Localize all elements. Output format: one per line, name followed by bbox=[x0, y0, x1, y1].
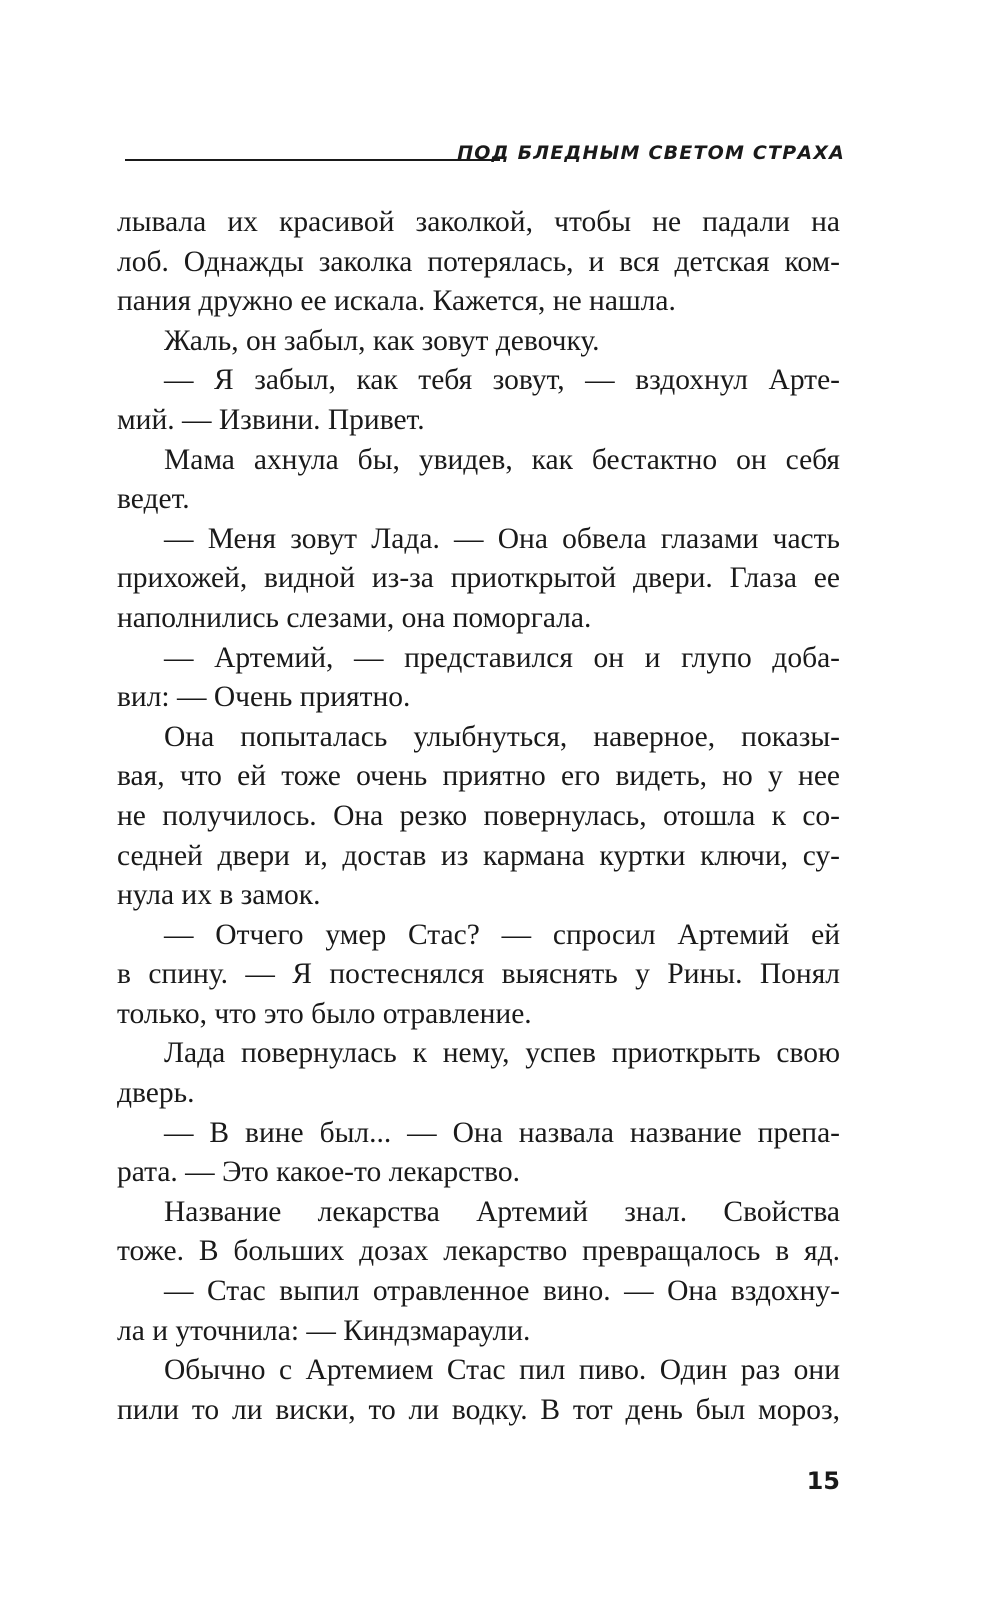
text-line: наполнились слезами, она поморгала. bbox=[117, 601, 592, 634]
text-line: Обычно с Артемием Стас пил пиво. Один раз они bbox=[164, 1354, 840, 1387]
text-line: ла и уточнила: — Киндзмараули. bbox=[117, 1314, 531, 1347]
running-title: ПОД БЛЕДНЫМ СВЕТОМ СТРАХА bbox=[457, 142, 845, 164]
text-line: не получилось. Она резко повернулась, отошла к со- bbox=[117, 799, 840, 832]
text-line: нула их в замок. bbox=[117, 879, 321, 912]
text-line: мий. — Извини. Привет. bbox=[117, 403, 425, 436]
page-number: 15 bbox=[806, 1467, 840, 1495]
text-line: дверь. bbox=[117, 1077, 195, 1110]
text-line: Название лекарства Артемий знал. Свойства bbox=[164, 1195, 840, 1228]
text-line: рата. — Это какое-то лекарство. bbox=[117, 1156, 521, 1189]
running-head bbox=[125, 138, 845, 168]
text-line: пания дружно ее искала. Кажется, не нашла. bbox=[117, 285, 676, 318]
text-line: прихожей, видной из-за приоткрытой двери. Глаза ее bbox=[117, 562, 840, 595]
header-rule bbox=[125, 159, 500, 161]
text-line: — В вине был... — Она назвала название препа- bbox=[164, 1116, 840, 1149]
text-line: — Отчего умер Стас? — спросил Артемий ей bbox=[164, 918, 840, 951]
text-line: ведет. bbox=[117, 483, 190, 516]
text-line: вая, что ей тоже очень приятно его видеть, но у нее bbox=[117, 760, 840, 793]
body-text bbox=[117, 203, 840, 1430]
text-line: Она попыталась улыбнуться, наверное, показы- bbox=[164, 720, 840, 753]
text-line: только, что это было отравление. bbox=[117, 997, 532, 1030]
text-line: — Я забыл, как тебя зовут, — вздохнул Арте- bbox=[164, 364, 840, 397]
text-line: Мама ахнула бы, увидев, как бестактно он себя bbox=[164, 443, 840, 476]
text-line: лывала их красивой заколкой, чтобы не падали на bbox=[117, 206, 840, 238]
text-line: вил: — Очень приятно. bbox=[117, 681, 411, 714]
text-line: — Стас выпил отравленное вино. — Она вздохну- bbox=[164, 1275, 840, 1308]
text-line: — Меня зовут Лада. — Она обвела глазами часть bbox=[164, 522, 840, 555]
text-line: Жаль, он забыл, как зовут девочку. bbox=[164, 324, 600, 357]
text-line: седней двери и, достав из кармана куртки ключи, су- bbox=[117, 839, 840, 872]
text-line: в спину. — Я постеснялся выяснять у Рины. Понял bbox=[117, 958, 840, 991]
text-line: лоб. Однажды заколка потерялась, и вся детская ком- bbox=[117, 245, 840, 278]
text-line: Лада повернулась к нему, успев приоткрыть свою bbox=[164, 1037, 840, 1070]
text-line: пили то ли виски, то ли водку. В тот день был мороз, bbox=[117, 1393, 840, 1426]
text-line: тоже. В больших дозах лекарство превращалось в яд. bbox=[117, 1235, 840, 1268]
text-line: — Артемий, — представился он и глупо доба- bbox=[164, 641, 840, 674]
